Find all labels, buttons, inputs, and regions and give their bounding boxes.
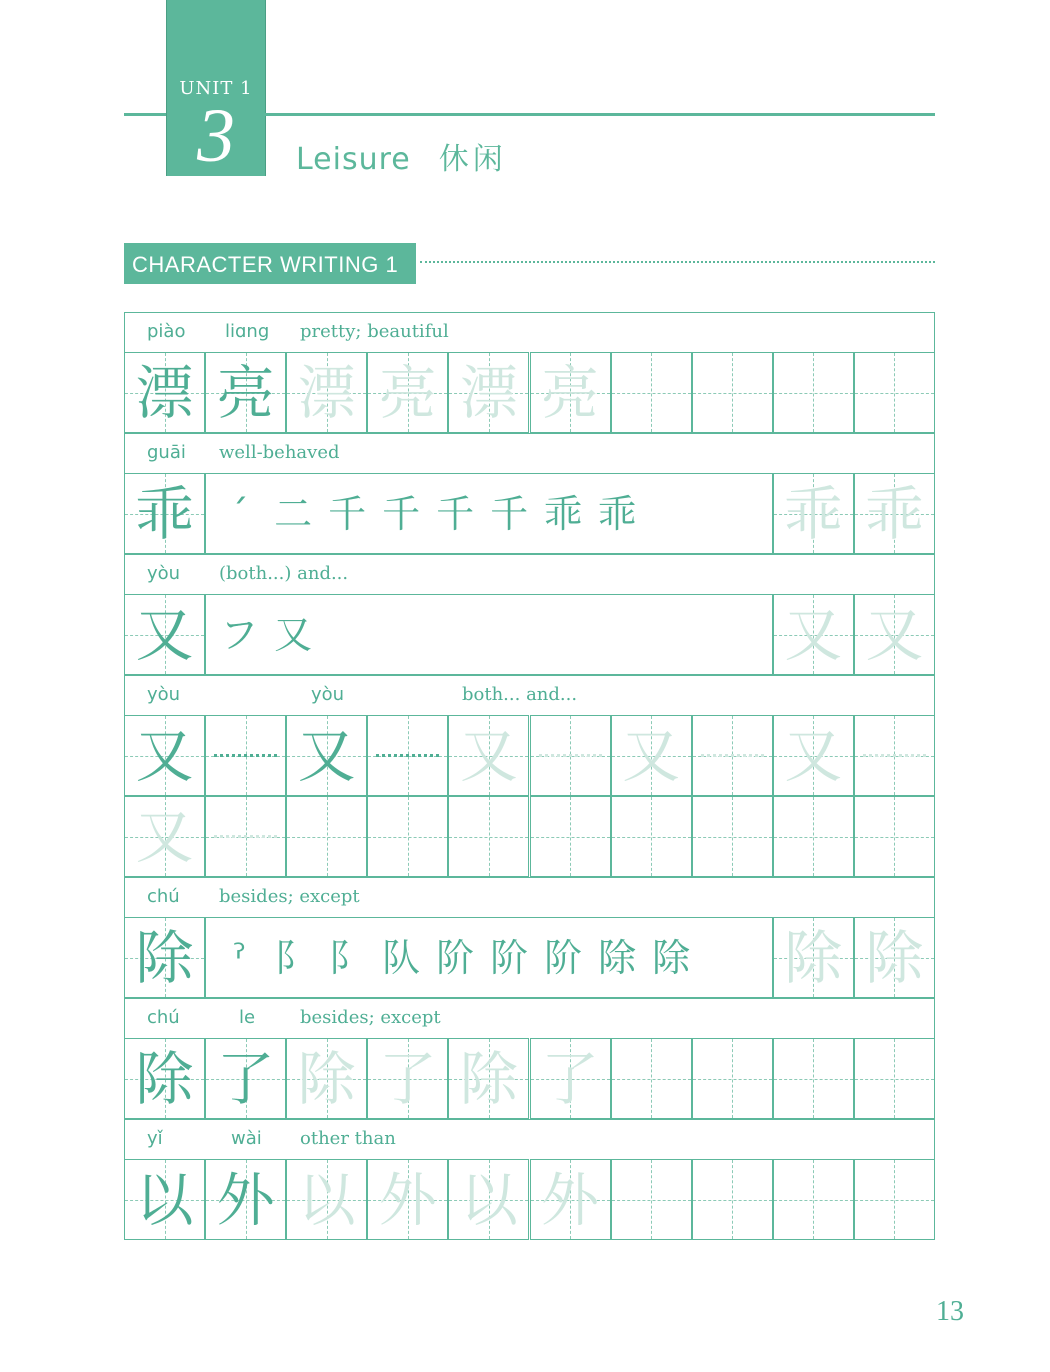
character-glyph: 漂 bbox=[135, 359, 194, 427]
stroke-step: 千 bbox=[328, 492, 367, 536]
row-label-7 bbox=[124, 1119, 935, 1159]
practice-cell[interactable] bbox=[448, 715, 529, 796]
row-label-2 bbox=[124, 433, 935, 473]
trace-cell[interactable] bbox=[773, 594, 854, 675]
stroke-step: 千 bbox=[436, 492, 475, 536]
stroke-step: 又 bbox=[274, 613, 313, 657]
pinyin: yòu bbox=[147, 684, 181, 705]
practice-cell[interactable] bbox=[692, 796, 773, 877]
character-glyph: 除 bbox=[135, 1045, 194, 1113]
practice-cell[interactable] bbox=[124, 352, 205, 433]
practice-cell[interactable] bbox=[611, 1159, 692, 1240]
model-cell[interactable] bbox=[124, 917, 205, 998]
character-glyph: 又 bbox=[135, 601, 194, 669]
practice-cell[interactable] bbox=[530, 1159, 611, 1240]
practice-cell[interactable] bbox=[286, 1038, 367, 1119]
stroke-sequence bbox=[212, 474, 644, 555]
fill-blank-dots bbox=[863, 754, 926, 757]
character-glyph: 亮 bbox=[540, 359, 599, 427]
row-label-1 bbox=[124, 312, 935, 352]
character-glyph: 除 bbox=[135, 924, 194, 992]
character-glyph: 以 bbox=[459, 1166, 518, 1234]
stroke-step: 阝 bbox=[274, 936, 313, 980]
stroke-step: フ bbox=[220, 613, 259, 657]
title-english: Leisure bbox=[296, 142, 411, 177]
practice-cell[interactable] bbox=[124, 796, 205, 877]
header-rule-left bbox=[124, 113, 166, 116]
character-glyph: 漂 bbox=[297, 359, 356, 427]
practice-cell[interactable] bbox=[530, 715, 611, 796]
practice-cell[interactable] bbox=[205, 1038, 286, 1119]
practice-cell[interactable] bbox=[448, 796, 529, 877]
practice-cell[interactable] bbox=[773, 796, 854, 877]
practice-cell[interactable] bbox=[854, 1038, 935, 1119]
practice-cell[interactable] bbox=[530, 352, 611, 433]
stroke-step: 千 bbox=[490, 492, 529, 536]
stroke-order-cell[interactable] bbox=[205, 473, 773, 554]
practice-cell[interactable] bbox=[773, 715, 854, 796]
fill-blank-dots bbox=[539, 754, 602, 757]
practice-cell[interactable] bbox=[205, 1159, 286, 1240]
character-glyph: 乖 bbox=[784, 480, 843, 548]
character-glyph: 了 bbox=[216, 1045, 275, 1113]
character-glyph: 又 bbox=[622, 722, 681, 790]
row-label-4 bbox=[124, 675, 935, 715]
stroke-step: 千 bbox=[382, 492, 421, 536]
stroke-step: 乖 bbox=[544, 492, 583, 536]
header-rule-right bbox=[264, 113, 935, 116]
pinyin: guāi bbox=[147, 442, 186, 463]
character-glyph: 了 bbox=[378, 1045, 437, 1113]
stroke-sequence bbox=[212, 595, 320, 676]
stroke-step: 阶 bbox=[436, 936, 475, 980]
practice-cell[interactable] bbox=[367, 796, 448, 877]
trace-cell[interactable] bbox=[854, 917, 935, 998]
practice-cell[interactable] bbox=[286, 796, 367, 877]
pinyin: yòu bbox=[311, 684, 345, 705]
stroke-step: ˀ bbox=[232, 936, 247, 980]
page-title bbox=[296, 134, 507, 178]
practice-cell[interactable] bbox=[124, 1038, 205, 1119]
character-glyph: 以 bbox=[297, 1166, 356, 1234]
practice-cell[interactable] bbox=[286, 1159, 367, 1240]
trace-cell[interactable] bbox=[773, 473, 854, 554]
practice-cell[interactable] bbox=[611, 1038, 692, 1119]
stroke-order-cell[interactable] bbox=[205, 917, 773, 998]
character-glyph: 乖 bbox=[135, 480, 194, 548]
practice-cell[interactable] bbox=[854, 352, 935, 433]
stroke-step: 队 bbox=[382, 936, 421, 980]
meaning: (both...) and... bbox=[219, 563, 349, 584]
character-glyph: 漂 bbox=[459, 359, 518, 427]
trace-cell[interactable] bbox=[854, 473, 935, 554]
stroke-step: 二 bbox=[274, 492, 313, 536]
character-glyph: 又 bbox=[297, 722, 356, 790]
character-glyph: 又 bbox=[135, 722, 194, 790]
practice-cell[interactable] bbox=[448, 352, 529, 433]
character-glyph: 又 bbox=[135, 803, 194, 871]
fill-blank-dots bbox=[214, 754, 277, 757]
character-glyph: 外 bbox=[540, 1166, 599, 1234]
pinyin: chú bbox=[147, 1007, 180, 1028]
practice-cell[interactable] bbox=[692, 1159, 773, 1240]
pinyin: yòu bbox=[147, 563, 181, 584]
trace-cell[interactable] bbox=[854, 594, 935, 675]
character-glyph: 以 bbox=[135, 1166, 194, 1234]
practice-cell[interactable] bbox=[205, 715, 286, 796]
practice-cell[interactable] bbox=[692, 715, 773, 796]
practice-cell[interactable] bbox=[854, 1159, 935, 1240]
practice-cell[interactable] bbox=[286, 352, 367, 433]
character-glyph: 除 bbox=[297, 1045, 356, 1113]
practice-cell[interactable] bbox=[611, 796, 692, 877]
character-glyph: 除 bbox=[459, 1045, 518, 1113]
practice-cell[interactable] bbox=[205, 352, 286, 433]
practice-cell[interactable] bbox=[124, 715, 205, 796]
meaning: well-behaved bbox=[219, 442, 340, 463]
stroke-step: 阶 bbox=[544, 936, 583, 980]
practice-cell[interactable] bbox=[611, 352, 692, 433]
meaning: both... and... bbox=[462, 684, 578, 705]
practice-cell[interactable] bbox=[367, 1038, 448, 1119]
pinyin: chú bbox=[147, 886, 180, 907]
practice-cell[interactable] bbox=[367, 352, 448, 433]
character-glyph: 了 bbox=[540, 1045, 599, 1113]
practice-cell[interactable] bbox=[530, 1038, 611, 1119]
stroke-step: 除 bbox=[598, 936, 637, 980]
character-glyph: 外 bbox=[378, 1166, 437, 1234]
meaning: besides; except bbox=[219, 886, 360, 907]
practice-cell[interactable] bbox=[692, 1038, 773, 1119]
character-glyph: 亮 bbox=[216, 359, 275, 427]
row-label-6 bbox=[124, 998, 935, 1038]
page-number: 13 bbox=[936, 1296, 964, 1327]
character-writing-grid bbox=[124, 312, 935, 1244]
character-glyph: 又 bbox=[865, 601, 924, 669]
row-label-5 bbox=[124, 877, 935, 917]
trace-cell[interactable] bbox=[773, 917, 854, 998]
stroke-step: 除 bbox=[652, 936, 691, 980]
stroke-step: 阶 bbox=[490, 936, 529, 980]
character-glyph: 除 bbox=[784, 924, 843, 992]
row-label-3 bbox=[124, 554, 935, 594]
practice-cell[interactable] bbox=[773, 352, 854, 433]
pinyin: liɑng bbox=[225, 321, 270, 342]
stroke-sequence bbox=[212, 918, 698, 999]
pinyin: yǐ bbox=[147, 1128, 163, 1149]
practice-cell[interactable] bbox=[367, 1159, 448, 1240]
stroke-step: ˊ bbox=[229, 492, 249, 536]
character-glyph: 亮 bbox=[378, 359, 437, 427]
unit-tab bbox=[166, 0, 266, 176]
character-glyph: 又 bbox=[784, 722, 843, 790]
meaning: pretty; beautiful bbox=[300, 321, 449, 342]
practice-cell[interactable] bbox=[854, 715, 935, 796]
pinyin: wài bbox=[231, 1128, 262, 1149]
unit-label: UNIT 1 bbox=[179, 78, 253, 99]
practice-cell[interactable] bbox=[854, 796, 935, 877]
fill-blank-dots bbox=[376, 754, 439, 757]
model-cell[interactable] bbox=[124, 473, 205, 554]
pinyin: le bbox=[239, 1007, 256, 1028]
unit-number: 3 bbox=[197, 94, 235, 178]
practice-cell[interactable] bbox=[367, 715, 448, 796]
practice-cell[interactable] bbox=[448, 1159, 529, 1240]
stroke-step: 乖 bbox=[598, 492, 637, 536]
practice-cell[interactable] bbox=[448, 1038, 529, 1119]
character-glyph: 外 bbox=[216, 1166, 275, 1234]
meaning: other than bbox=[300, 1128, 396, 1149]
section-title: CHARACTER WRITING 1 bbox=[124, 243, 416, 284]
character-glyph: 除 bbox=[865, 924, 924, 992]
practice-cell[interactable] bbox=[611, 715, 692, 796]
character-glyph: 又 bbox=[459, 722, 518, 790]
pinyin: piào bbox=[147, 321, 186, 342]
practice-cell[interactable] bbox=[286, 715, 367, 796]
fill-blank-dots bbox=[701, 754, 764, 757]
character-glyph: 又 bbox=[784, 601, 843, 669]
stroke-order-cell[interactable] bbox=[205, 594, 773, 675]
practice-cell[interactable] bbox=[773, 1038, 854, 1119]
practice-cell[interactable] bbox=[124, 1159, 205, 1240]
section-dotted-rule bbox=[420, 261, 935, 263]
character-glyph: 乖 bbox=[865, 480, 924, 548]
practice-cell[interactable] bbox=[692, 352, 773, 433]
practice-cell[interactable] bbox=[530, 796, 611, 877]
practice-cell[interactable] bbox=[773, 1159, 854, 1240]
stroke-step: 阝 bbox=[328, 936, 367, 980]
meaning: besides; except bbox=[300, 1007, 441, 1028]
title-chinese: 休闲 bbox=[438, 142, 507, 177]
model-cell[interactable] bbox=[124, 594, 205, 675]
practice-cell[interactable] bbox=[205, 796, 286, 877]
fill-blank-dots bbox=[214, 835, 277, 838]
